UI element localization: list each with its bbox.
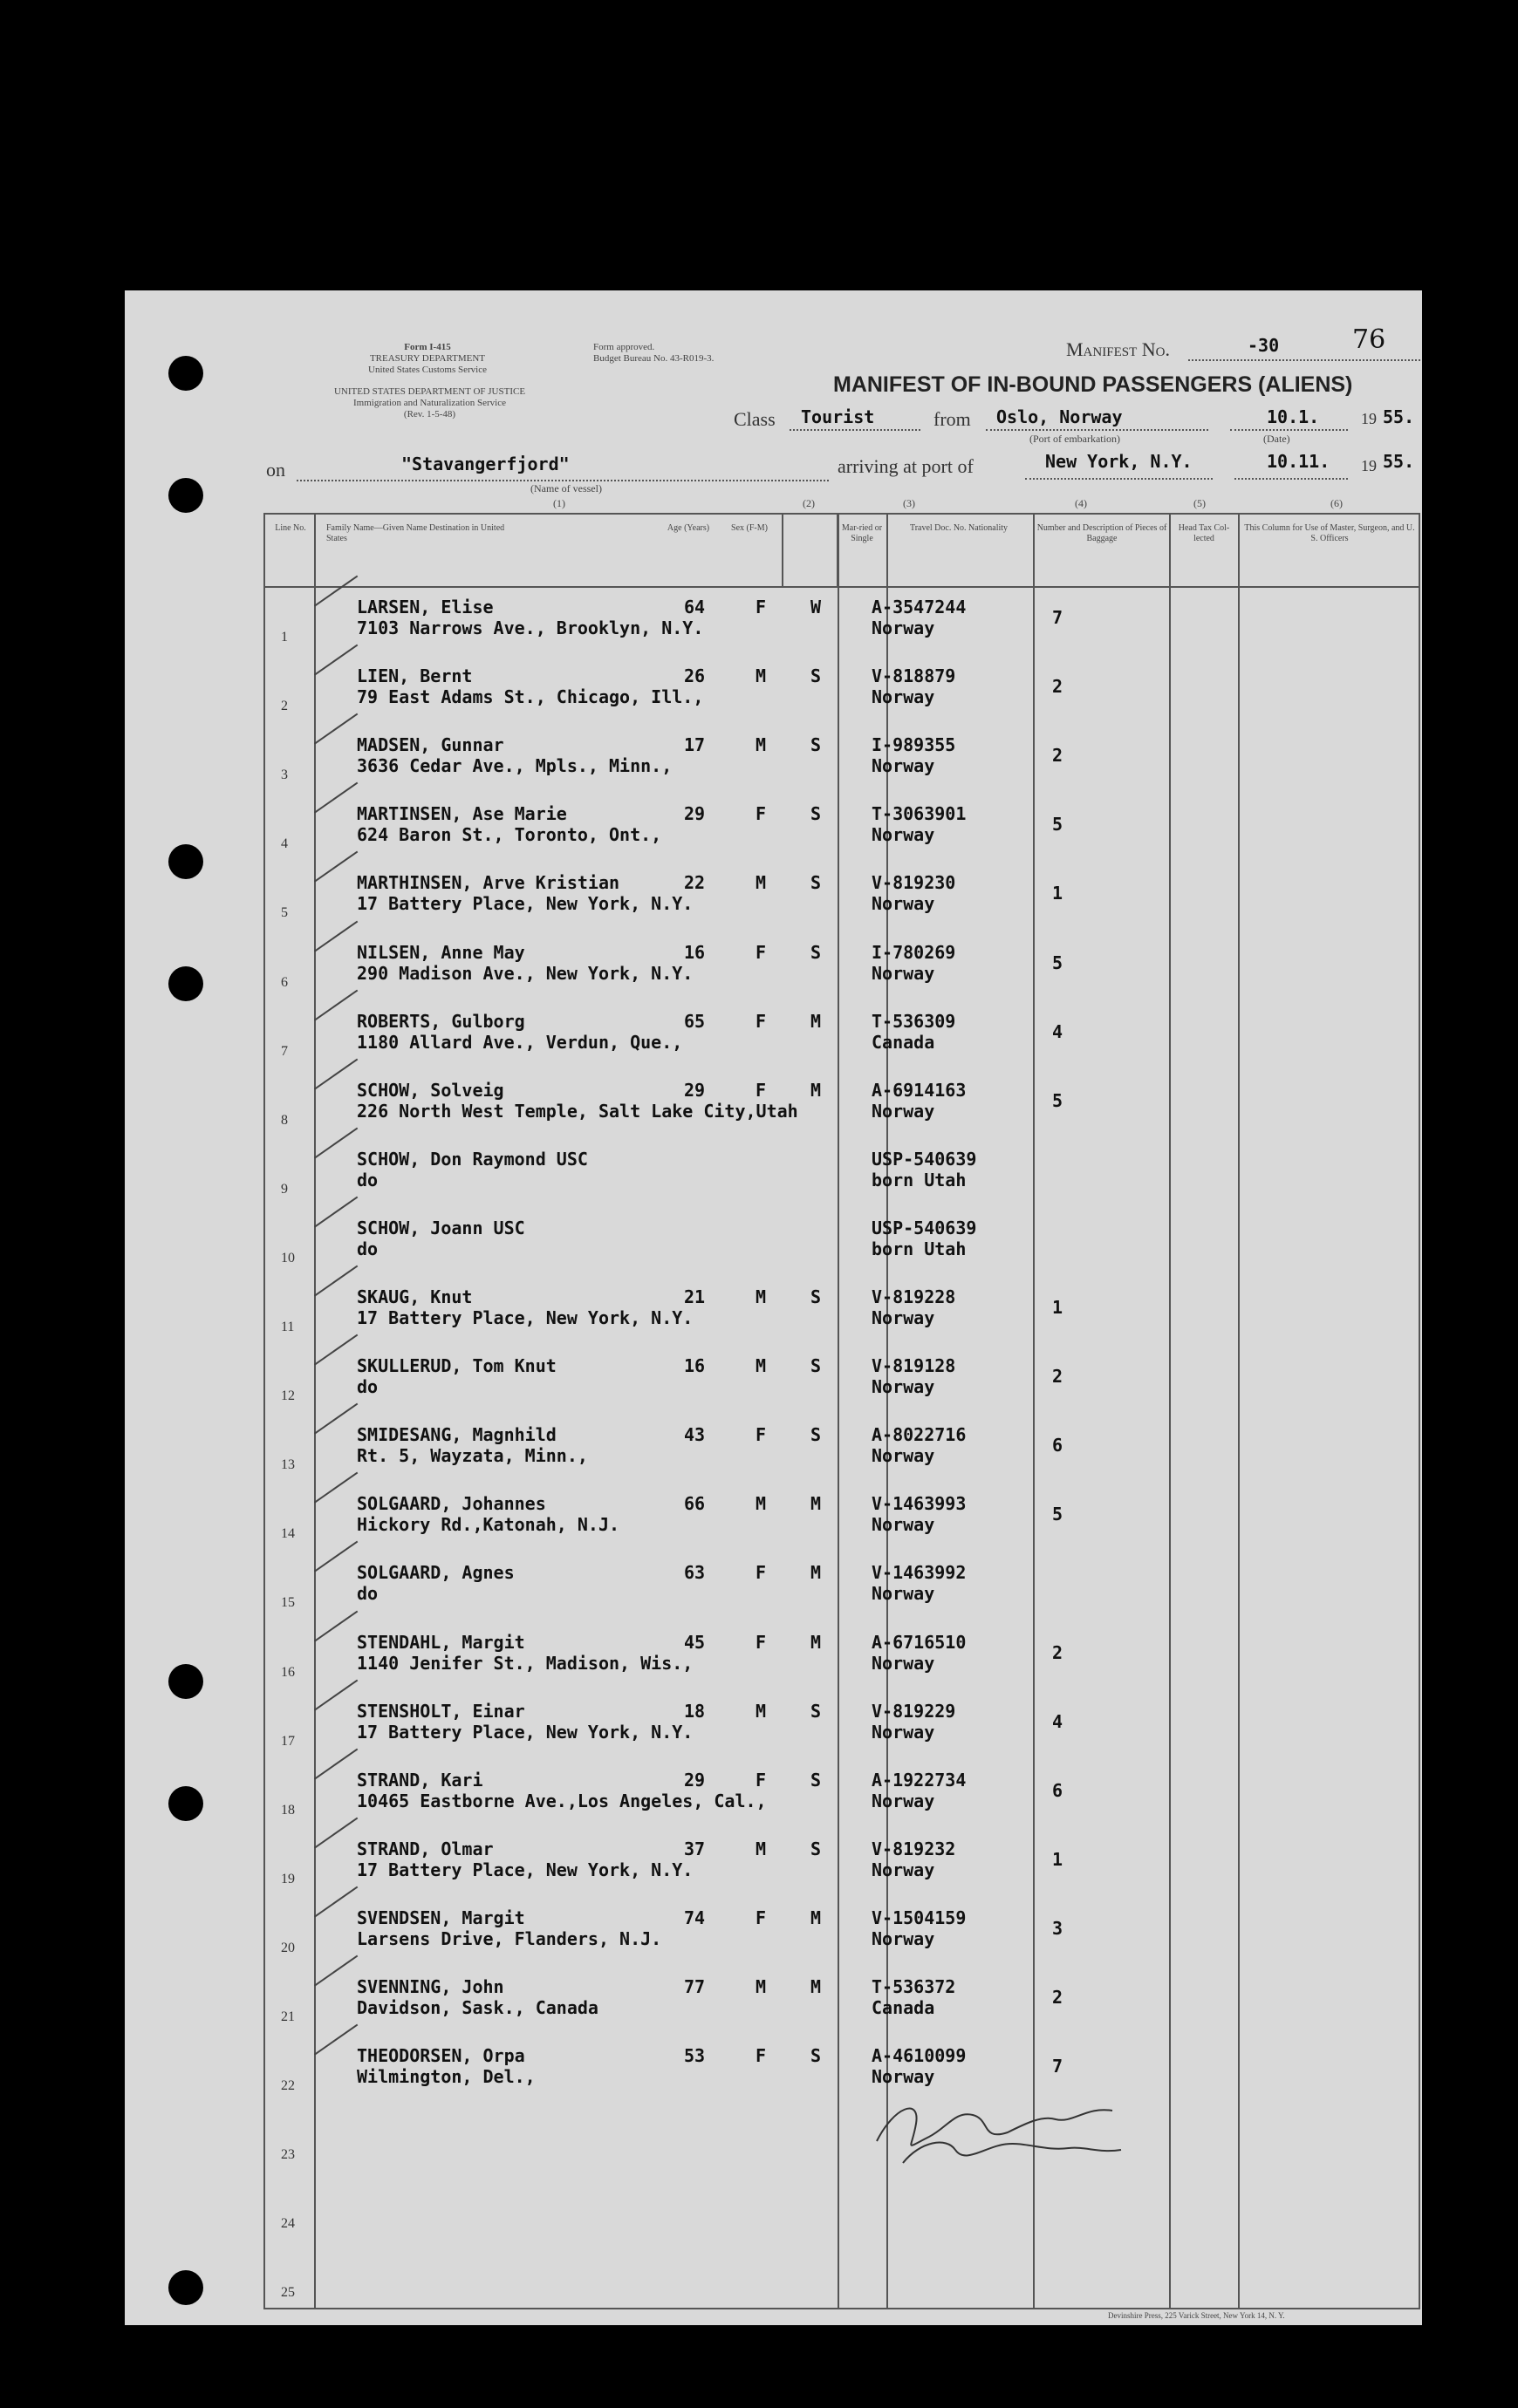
destination-address: do — [357, 1376, 379, 1398]
table-row — [265, 1278, 1419, 1347]
nationality: Norway — [872, 1721, 935, 1743]
line-number: 18 — [281, 1802, 295, 1818]
marital-status: M — [810, 1907, 822, 1928]
travel-doc-number: V-818879 — [872, 665, 956, 687]
line-number: 11 — [281, 1320, 295, 1334]
passenger-name: STRAND, Olmar — [357, 1838, 494, 1859]
passenger-sex: M — [756, 1700, 767, 1722]
passenger-age: 66 — [684, 1493, 706, 1515]
marital-status: S — [810, 1424, 822, 1446]
table-row — [265, 1140, 1419, 1210]
marital-status: S — [810, 734, 822, 756]
baggage-count: 6 — [1052, 1435, 1063, 1456]
colnum-1: (1) — [553, 497, 565, 509]
passenger-age: 21 — [684, 1286, 706, 1307]
travel-doc-number: V-819232 — [872, 1838, 956, 1859]
col-doc: Travel Doc. No. Nationality — [909, 523, 1009, 533]
table-row — [265, 2174, 1419, 2244]
travel-doc-number: T-3063901 — [872, 803, 967, 825]
line-number: 22 — [281, 2078, 295, 2094]
line-number: 16 — [281, 1664, 295, 1680]
table-row — [265, 933, 1419, 1003]
destination-address: do — [357, 1583, 379, 1605]
travel-doc-number: V-819228 — [872, 1286, 956, 1307]
table-row — [265, 1553, 1419, 1623]
customs-service: United States Customs Service — [368, 365, 487, 375]
table-row — [265, 657, 1419, 726]
table-row — [265, 1830, 1419, 1900]
table-row — [265, 1968, 1419, 2037]
nationality: Norway — [872, 962, 935, 984]
marital-status: M — [810, 1976, 822, 1997]
destination-address: Davidson, Sask., Canada — [357, 1997, 598, 2018]
passenger-age: 77 — [684, 1976, 706, 1997]
marital-status: S — [810, 941, 822, 963]
passenger-age: 26 — [684, 665, 706, 687]
line-number: 25 — [281, 2285, 295, 2301]
passenger-name: STENSHOLT, Einar — [357, 1700, 525, 1722]
line-number: 8 — [281, 1112, 288, 1128]
marital-status: S — [810, 872, 822, 894]
passenger-age: 43 — [684, 1424, 706, 1446]
destination-address: 624 Baron St., Toronto, Ont., — [357, 824, 662, 846]
baggage-count: 2 — [1052, 1987, 1063, 2008]
line-number: 20 — [281, 1940, 295, 1955]
colnum-2: (2) — [803, 497, 815, 509]
binder-hole — [168, 844, 203, 879]
travel-doc-number: T-536309 — [872, 1010, 956, 1032]
col-sex: Sex (F-M) — [731, 523, 768, 533]
travel-doc-number: A-1922734 — [872, 1769, 967, 1791]
line-number: 12 — [281, 1388, 295, 1404]
arrival-date: 10.11. — [1267, 451, 1330, 472]
line-number: 15 — [281, 1595, 295, 1611]
passenger-name: MARTHINSEN, Arve Kristian — [357, 872, 620, 894]
table-row — [265, 1623, 1419, 1693]
nationality: Norway — [872, 755, 935, 777]
line-number: 14 — [281, 1526, 295, 1542]
justice-dept: UNITED STATES DEPARTMENT OF JUSTICE — [333, 386, 526, 397]
passenger-name: STRAND, Kari — [357, 1769, 483, 1791]
nationality: Norway — [872, 1652, 935, 1674]
nationality: Norway — [872, 893, 935, 915]
marital-status: S — [810, 1286, 822, 1307]
vessel-name: "Stavangerfjord" — [401, 454, 570, 474]
line-number: 3 — [281, 767, 288, 783]
table-row — [265, 1899, 1419, 1968]
marital-status: S — [810, 1355, 822, 1377]
line-number: 2 — [281, 699, 288, 714]
passenger-age: 16 — [684, 1355, 706, 1377]
from-year-prefix: 19 — [1361, 410, 1377, 427]
passenger-name: MARTINSEN, Ase Marie — [357, 803, 567, 825]
passenger-age: 22 — [684, 872, 706, 894]
line-number: 21 — [281, 2009, 295, 2024]
marital-status: S — [810, 665, 822, 687]
baggage-count: 5 — [1052, 814, 1063, 836]
nationality: Norway — [872, 1100, 935, 1122]
travel-doc-number: A-3547244 — [872, 597, 967, 617]
baggage-count: 7 — [1052, 607, 1063, 628]
manifest-no-label: Manifest No. — [1066, 338, 1170, 360]
manifest-no-handwritten: 76 — [1352, 324, 1386, 355]
passenger-sex: M — [756, 734, 767, 756]
passenger-sex: F — [756, 1907, 767, 1928]
passenger-sex: F — [756, 941, 767, 963]
baggage-count: 2 — [1052, 1366, 1063, 1388]
table-row — [265, 1071, 1419, 1141]
colnum-5: (5) — [1193, 497, 1206, 509]
passenger-sex: F — [756, 1769, 767, 1791]
port-embark-caption: (Port of embarkation) — [1029, 433, 1120, 445]
marital-status: M — [810, 1079, 822, 1101]
passenger-sex: F — [756, 803, 767, 825]
passenger-age: 29 — [684, 1769, 706, 1791]
marital-status: S — [810, 2045, 822, 2067]
travel-doc-number: V-1463992 — [872, 1562, 967, 1584]
vessel-caption: (Name of vessel) — [530, 482, 602, 495]
passenger-sex: M — [756, 665, 767, 687]
passenger-name: SVENNING, John — [357, 1976, 504, 1997]
passenger-age: 29 — [684, 1079, 706, 1101]
passenger-age: 64 — [684, 597, 706, 617]
passenger-sex: M — [756, 1838, 767, 1859]
colnum-4: (4) — [1075, 497, 1087, 509]
passenger-name: NILSEN, Anne May — [357, 941, 525, 963]
nationality: Canada — [872, 1997, 935, 2018]
travel-doc-number: A-6716510 — [872, 1631, 967, 1653]
destination-address: 1140 Jenifer St., Madison, Wis., — [357, 1652, 694, 1674]
nationality: Norway — [872, 1859, 935, 1880]
marital-status: M — [810, 1631, 822, 1653]
col-line-no: Line No. — [275, 523, 306, 533]
passenger-age: 17 — [684, 734, 706, 756]
marital-status: M — [810, 1562, 822, 1584]
from-label: from — [933, 408, 971, 430]
col-officers: This Column for Use of Master, Surgeon, and U. S. Officers — [1244, 523, 1415, 543]
binder-hole — [168, 356, 203, 391]
nationality: Norway — [872, 1514, 935, 1536]
passenger-sex: F — [756, 1424, 767, 1446]
nationality: Norway — [872, 1445, 935, 1467]
baggage-count: 5 — [1052, 952, 1063, 973]
passenger-sex: M — [756, 1286, 767, 1307]
destination-address: 17 Battery Place, New York, N.Y. — [357, 893, 694, 915]
line-number: 19 — [281, 1871, 295, 1886]
destination-address: 290 Madison Ave., New York, N.Y. — [357, 962, 694, 984]
form-number: Form I-415 — [404, 342, 451, 352]
form-approved: Form approved. — [593, 342, 655, 352]
nationality: Norway — [872, 686, 935, 708]
destination-address: do — [357, 1169, 379, 1190]
passenger-name: ROBERTS, Gulborg — [357, 1010, 525, 1032]
binder-hole — [168, 1664, 203, 1699]
binder-hole — [168, 966, 203, 1001]
budget-bureau: Budget Bureau No. 43-R019-3. — [593, 353, 715, 364]
class-value: Tourist — [801, 406, 875, 427]
line-number: 13 — [281, 1457, 295, 1473]
nationality: Norway — [872, 1927, 935, 1949]
table-row — [265, 1415, 1419, 1485]
marital-status: S — [810, 1838, 822, 1859]
from-date: 10.1. — [1267, 406, 1320, 427]
passenger-age: 16 — [684, 941, 706, 963]
nationality: Norway — [872, 1307, 935, 1328]
passenger-name: SMIDESANG, Magnhild — [357, 1424, 557, 1446]
binder-hole — [168, 1786, 203, 1821]
binder-hole — [168, 2270, 203, 2305]
baggage-count: 2 — [1052, 745, 1063, 767]
colnum-6: (6) — [1330, 497, 1343, 509]
travel-doc-number: T-536372 — [872, 1976, 956, 1997]
passenger-sex: F — [756, 1010, 767, 1032]
destination-address: Rt. 5, Wayzata, Minn., — [357, 1445, 588, 1467]
passenger-name: LARSEN, Elise — [357, 597, 494, 617]
travel-doc-number: USP-540639 — [872, 1148, 977, 1170]
marital-status: S — [810, 803, 822, 825]
baggage-count: 1 — [1052, 1848, 1063, 1870]
binder-hole — [168, 478, 203, 513]
nationality: Norway — [872, 1376, 935, 1398]
destination-address: 7103 Narrows Ave., Brooklyn, N.Y. — [357, 617, 704, 638]
passenger-sex: F — [756, 1631, 767, 1653]
passenger-name: SCHOW, Solveig — [357, 1079, 504, 1101]
destination-address: Larsens Drive, Flanders, N.J. — [357, 1927, 662, 1949]
passenger-name: MADSEN, Gunnar — [357, 734, 504, 756]
passenger-age: 45 — [684, 1631, 706, 1653]
passenger-name: STENDAHL, Margit — [357, 1631, 525, 1653]
manifest-no: -30 — [1248, 335, 1280, 356]
passenger-age: 37 — [684, 1838, 706, 1859]
table-row — [265, 588, 1419, 658]
passenger-name: SCHOW, Don Raymond USC — [357, 1148, 588, 1170]
treasury-dept: TREASURY DEPARTMENT — [369, 353, 486, 364]
inspector-signature — [868, 2089, 1130, 2167]
arrival-year: 55. — [1383, 451, 1415, 472]
destination-address: 79 East Adams St., Chicago, Ill., — [357, 686, 704, 708]
passenger-name: THEODORSEN, Orpa — [357, 2045, 525, 2067]
passenger-age: 74 — [684, 1907, 706, 1928]
line-number: 17 — [281, 1733, 295, 1749]
passenger-sex: M — [756, 872, 767, 894]
line-number: 4 — [281, 836, 288, 852]
destination-address: 3636 Cedar Ave., Mpls., Minn., — [357, 755, 673, 777]
destination-address: 17 Battery Place, New York, N.Y. — [357, 1307, 694, 1328]
travel-doc-number: V-819230 — [872, 872, 956, 894]
baggage-count: 5 — [1052, 1089, 1063, 1111]
line-number: 10 — [281, 1250, 295, 1265]
baggage-count: 4 — [1052, 1710, 1063, 1732]
baggage-count: 5 — [1052, 1504, 1063, 1525]
passenger-name: LIEN, Bernt — [357, 665, 473, 687]
col-age: Age (Years) — [667, 523, 710, 533]
passenger-name: SOLGAARD, Johannes — [357, 1493, 546, 1515]
passenger-sex: F — [756, 2045, 767, 2067]
passenger-name: SKULLERUD, Tom Knut — [357, 1355, 557, 1377]
nationality: born Utah — [872, 1238, 967, 1259]
travel-doc-number: USP-540639 — [872, 1217, 977, 1238]
nationality: Norway — [872, 1790, 935, 1811]
baggage-count: 7 — [1052, 2056, 1063, 2077]
arrival-port: New York, N.Y. — [1045, 451, 1193, 472]
table-row — [265, 863, 1419, 933]
baggage-count: 6 — [1052, 1779, 1063, 1801]
passenger-sex: M — [756, 1976, 767, 1997]
passenger-sex: F — [756, 1562, 767, 1584]
travel-doc-number: I-989355 — [872, 734, 956, 756]
table-row — [265, 1761, 1419, 1831]
col-married: Mar-ried or Single — [841, 523, 883, 543]
marital-status: W — [810, 597, 822, 617]
table-row — [265, 1484, 1419, 1554]
table-row — [265, 2243, 1419, 2313]
passenger-sex: M — [756, 1355, 767, 1377]
revision: (Rev. 1-5-48) — [403, 409, 456, 420]
passenger-name: SVENDSEN, Margit — [357, 1907, 525, 1928]
baggage-count: 3 — [1052, 1917, 1063, 1939]
travel-doc-number: V-819128 — [872, 1355, 956, 1377]
col-tax: Head Tax Col-lected — [1178, 523, 1230, 543]
travel-doc-number: I-780269 — [872, 941, 956, 963]
travel-doc-number: V-1463993 — [872, 1493, 967, 1515]
destination-address: 10465 Eastborne Ave.,Los Angeles, Cal., — [357, 1790, 767, 1811]
destination-address: 17 Battery Place, New York, N.Y. — [357, 1859, 694, 1880]
line-number: 5 — [281, 905, 288, 921]
destination-address: 17 Battery Place, New York, N.Y. — [357, 1721, 694, 1743]
nationality: Canada — [872, 1031, 935, 1053]
line-number: 6 — [281, 974, 288, 990]
destination-address: do — [357, 1238, 379, 1259]
baggage-count: 1 — [1052, 1297, 1063, 1318]
col-name: Family Name—Given Name Destination in United States — [326, 523, 505, 543]
table-row — [265, 2105, 1419, 2175]
nationality: Norway — [872, 1583, 935, 1605]
destination-address: 226 North West Temple, Salt Lake City,Utah — [357, 1100, 798, 1122]
table-row — [265, 1002, 1419, 1072]
passenger-age: 65 — [684, 1010, 706, 1032]
passenger-table — [263, 513, 1420, 2309]
check-mark — [314, 576, 358, 607]
line-number: 1 — [281, 630, 288, 645]
passenger-age: 29 — [684, 803, 706, 825]
travel-doc-number: A-8022716 — [872, 1424, 967, 1446]
nationality: Norway — [872, 2066, 935, 2088]
passenger-sex: F — [756, 1079, 767, 1101]
baggage-count: 1 — [1052, 883, 1063, 904]
on-label: on — [266, 459, 285, 481]
marital-status: S — [810, 1769, 822, 1791]
table-row — [265, 1347, 1419, 1416]
baggage-count: 4 — [1052, 1020, 1063, 1042]
passenger-age: 63 — [684, 1562, 706, 1584]
travel-doc-number: A-6914163 — [872, 1079, 967, 1101]
marital-status: S — [810, 1700, 822, 1722]
date-caption: (Date) — [1263, 433, 1290, 445]
colnum-3: (3) — [903, 497, 915, 509]
travel-doc-number: V-1504159 — [872, 1907, 967, 1928]
col-baggage: Number and Description of Pieces of Baggage — [1036, 523, 1167, 543]
passenger-sex: M — [756, 1493, 767, 1515]
passenger-sex: F — [756, 597, 767, 617]
line-number: 9 — [281, 1181, 288, 1197]
nationality: Norway — [872, 617, 935, 638]
destination-address: 1180 Allard Ave., Verdun, Que., — [357, 1031, 683, 1053]
passenger-age: 18 — [684, 1700, 706, 1722]
passenger-age: 53 — [684, 2045, 706, 2067]
nationality: born Utah — [872, 1169, 967, 1190]
table-row — [265, 1209, 1419, 1279]
line-number: 23 — [281, 2147, 295, 2163]
baggage-count: 2 — [1052, 676, 1063, 698]
table-row — [265, 2036, 1419, 2106]
travel-doc-number: V-819229 — [872, 1700, 956, 1722]
travel-doc-number: A-4610099 — [872, 2045, 967, 2067]
passenger-name: SKAUG, Knut — [357, 1286, 473, 1307]
page-title: MANIFEST OF IN-BOUND PASSENGERS (ALIENS) — [833, 372, 1353, 397]
table-row — [265, 1692, 1419, 1762]
line-number: 7 — [281, 1043, 288, 1059]
passenger-name: SOLGAARD, Agnes — [357, 1562, 515, 1584]
destination-address: Hickory Rd.,Katonah, N.J. — [357, 1514, 620, 1536]
from-year: 55. — [1383, 406, 1415, 427]
marital-status: M — [810, 1493, 822, 1515]
marital-status: M — [810, 1010, 822, 1032]
table-row — [265, 726, 1419, 795]
nationality: Norway — [872, 824, 935, 846]
class-label: Class — [734, 408, 776, 430]
ins-service: Immigration and Naturalization Service — [352, 398, 507, 408]
destination-address: Wilmington, Del., — [357, 2066, 536, 2088]
table-row — [265, 795, 1419, 864]
arrival-year-prefix: 19 — [1361, 457, 1377, 474]
printer-imprint: Devinshire Press, 225 Varick Street, New York 14, N. Y. — [1108, 2311, 1285, 2320]
arriving-label: arriving at port of — [838, 455, 974, 477]
from-port: Oslo, Norway — [996, 406, 1123, 427]
passenger-name: SCHOW, Joann USC — [357, 1217, 525, 1238]
baggage-count: 2 — [1052, 1641, 1063, 1663]
line-number: 24 — [281, 2216, 295, 2232]
